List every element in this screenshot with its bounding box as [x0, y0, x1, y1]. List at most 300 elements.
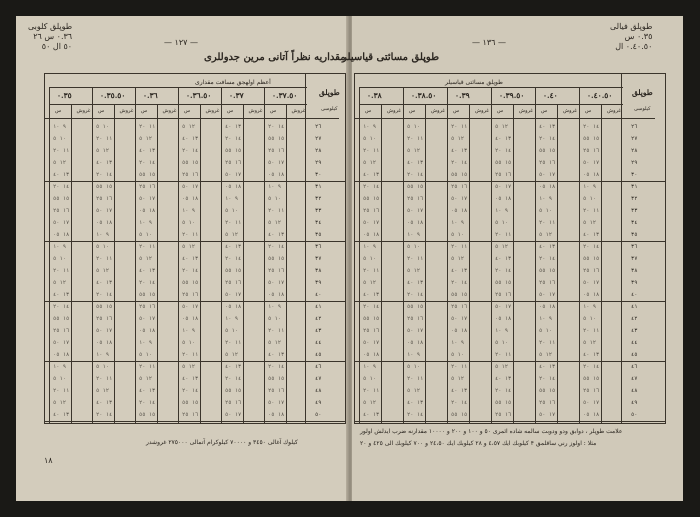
table-cell: ٩ ١٠: [96, 232, 109, 238]
table-cell: ١٧ ٥٠: [583, 400, 600, 406]
table-cell: ١٠ ٥: [96, 364, 109, 370]
left-footnote: كيلوك آغالى ٣٤٥٠ و ٧٠٠٠٠ كيلوكرام آتمالى ٢٧٥٠٠٠ غروشدر: [146, 439, 298, 446]
table-cell: ١٦ ٢٥: [407, 316, 424, 322]
table-rule: [45, 241, 355, 242]
column-subheader: س: [55, 108, 62, 114]
table-rule: [49, 87, 50, 423]
table-cell: ١٢ ٥: [583, 220, 596, 226]
row-key: ٢٩: [315, 160, 322, 166]
table-cell: ١١ ٢٠: [495, 352, 512, 358]
row-key: ٣٣: [631, 208, 638, 214]
table-rule: [355, 181, 665, 182]
table-cell: ١٨ ٠٥: [451, 208, 468, 214]
table-cell: ١٤ ٢٠: [53, 184, 70, 190]
table-rule: [243, 104, 244, 423]
table-cell: ١٥ ٥٥: [583, 256, 600, 262]
table-rule: [491, 87, 492, 423]
table-cell: ١٨ ٠٥: [407, 340, 424, 346]
table-cell: ١٥ ٥٥: [139, 412, 156, 418]
table-cell: ١٨ ٠٥: [268, 412, 285, 418]
table-cell: ١٣ ٤٠: [53, 292, 70, 298]
table-cell: ١٦ ٢٥: [539, 400, 556, 406]
table-cell: ١٨ ٠٥: [225, 304, 242, 310]
table-cell: ١٤ ٢٠: [53, 304, 70, 310]
table-rule: [355, 421, 665, 422]
row-key: ٣٠: [315, 172, 322, 178]
table-cell: ٩ ١٠: [363, 244, 376, 250]
open-book: [16, 16, 683, 501]
column-subheader: س: [270, 108, 277, 114]
column-header: ٠.٣٨: [367, 91, 382, 100]
table-cell: ١٥ ٥٥: [407, 184, 424, 190]
column-subheader: س: [227, 108, 234, 114]
table-cell: ١٥ ٥٥: [268, 136, 285, 142]
table-cell: ١٤ ٢٠: [96, 172, 113, 178]
table-cell: ١٥ ٥٥: [495, 160, 512, 166]
table-cell: ١٣ ٤٠: [451, 388, 468, 394]
table-cell: ١٧ ٥٠: [225, 172, 242, 178]
table-cell: ١١ ٢٠: [139, 364, 156, 370]
table-cell: ١٧ ٥٠: [583, 280, 600, 286]
right-data-table: [354, 73, 666, 424]
table-cell: ١٥ ٥٥: [96, 304, 113, 310]
table-rule: [579, 87, 580, 423]
table-rule: [135, 87, 136, 423]
column-subheader: غروش: [248, 108, 263, 114]
table-cell: ١٣ ٤٠: [407, 280, 424, 286]
table-cell: ١١ ٢٠: [53, 268, 70, 274]
column-subheader: غروش: [519, 108, 533, 114]
table-cell: ١١ ٢٠: [451, 124, 468, 130]
table-cell: ١٢ ٥: [495, 124, 508, 130]
column-header: ٠.٣٧.٥٠: [272, 91, 298, 100]
row-key: ٤٢: [315, 316, 322, 322]
table-cell: ١٧ ٥٠: [363, 340, 380, 346]
table-cell: ١١ ٢٠: [539, 220, 556, 226]
table-rule: [305, 74, 306, 423]
table-cell: ١٢ ٥: [96, 388, 109, 394]
table-cell: ١٢ ٥: [539, 352, 552, 358]
row-key: ٤١: [631, 304, 638, 310]
table-cell: ١٣ ٤٠: [268, 352, 285, 358]
table-cell: ١٤ ٢٠: [451, 400, 468, 406]
table-cell: ١٦ ٢٥: [96, 196, 113, 202]
table-cell: ١١ ٢٠: [53, 148, 70, 154]
column-header: ٠.٣٥: [57, 91, 72, 100]
table-cell: ١٤ ٢٠: [96, 412, 113, 418]
table-cell: ١٢ ٥: [583, 340, 596, 346]
table-cell: ١٧ ٥٠: [407, 208, 424, 214]
table-cell: ١٨ ٠٥: [583, 412, 600, 418]
table-cell: ١٠ ٥: [539, 208, 552, 214]
table-cell: ١٧ ٥٠: [268, 280, 285, 286]
table-cell: ١٤ ٢٠: [539, 136, 556, 142]
table-cell: ١٧ ٥٠: [182, 184, 199, 190]
table-cell: ١٥ ٥٥: [225, 268, 242, 274]
table-cell: ٩ ١٠: [363, 124, 376, 130]
table-cell: ١١ ٢٠: [182, 232, 199, 238]
table-cell: ١٤ ٢٠: [225, 136, 242, 142]
table-cell: ١٣ ٤٠: [451, 268, 468, 274]
column-header: ٠.٣٩.٥٠: [499, 91, 525, 100]
table-cell: ١٨ ٠٥: [53, 232, 70, 238]
left-data-table: [44, 73, 346, 424]
row-key: ٢٨: [631, 148, 638, 154]
table-cell: ١١ ٢٠: [451, 244, 468, 250]
table-cell: ١٠ ٥: [139, 232, 152, 238]
table-cell: ١١ ٢٠: [583, 328, 600, 334]
table-cell: ١٦ ٢٥: [539, 160, 556, 166]
table-cell: ١٥ ٥٥: [268, 256, 285, 262]
table-cell: ١٠ ٥: [495, 220, 508, 226]
table-cell: ١٨ ٠٥: [225, 184, 242, 190]
table-cell: ١٥ ٥٥: [451, 172, 468, 178]
table-cell: ١٣ ٤٠: [363, 412, 380, 418]
table-cell: ١١ ٢٠: [539, 340, 556, 346]
table-cell: ١٠ ٥: [53, 136, 66, 142]
table-cell: ١٠ ٥: [268, 316, 281, 322]
table-cell: ٩ ١٠: [139, 220, 152, 226]
table-cell: ١١ ٢٠: [451, 364, 468, 370]
table-cell: ١٠ ٥: [583, 316, 596, 322]
table-cell: ١٦ ٢٥: [451, 304, 468, 310]
table-cell: ١٣ ٤٠: [363, 292, 380, 298]
table-cell: ١٠ ٥: [225, 208, 238, 214]
left-page-number: — ١٢٧ —: [164, 38, 198, 47]
table-rule: [45, 181, 355, 182]
table-cell: ١٤ ٢٠: [182, 268, 199, 274]
table-cell: ١٢ ٥: [451, 256, 464, 262]
table-cell: ١٠ ٥: [583, 196, 596, 202]
table-cell: ١٢ ٥: [182, 244, 195, 250]
column-subheader: غروش: [563, 108, 577, 114]
table-cell: ١٤ ٢٠: [96, 292, 113, 298]
row-key: ٤٢: [631, 316, 638, 322]
table-cell: ١٣ ٤٠: [225, 124, 242, 130]
table-cell: ١٧ ٥٠: [495, 184, 512, 190]
column-header: ٠.٣٨.٥٠: [411, 91, 437, 100]
table-cell: ١٨ ٠٥: [583, 292, 600, 298]
table-cell: ١٦ ٢٥: [96, 316, 113, 322]
table-cell: ١١ ٢٠: [363, 268, 380, 274]
table-cell: ١٨ ٠٥: [363, 232, 380, 238]
row-key: ٣٦: [315, 244, 322, 250]
table-cell: ١١ ٢٠: [407, 136, 424, 142]
table-cell: ١٤ ٢٠: [407, 172, 424, 178]
table-rule: [178, 87, 179, 423]
table-cell: ١٨ ٠٥: [96, 340, 113, 346]
table-cell: ١٨ ٠٥: [451, 328, 468, 334]
table-cell: ١٧ ٥٠: [53, 340, 70, 346]
row-key: ٤٣: [315, 328, 322, 334]
table-cell: ١٦ ٢٥: [583, 388, 600, 394]
table-cell: ١٢ ٥: [225, 232, 238, 238]
table-rule: [381, 104, 382, 423]
table-cell: ١٤ ٢٠: [139, 280, 156, 286]
table-rule: [45, 421, 355, 422]
table-cell: ١٧ ٥٠: [53, 220, 70, 226]
table-rule: [425, 104, 426, 423]
table-cell: ١٣ ٤٠: [539, 244, 556, 250]
table-cell: ١٣ ٤٠: [182, 256, 199, 262]
table-cell: ١٠ ٥: [407, 244, 420, 250]
column-subheader: س: [453, 108, 460, 114]
row-key: ٤٤: [315, 340, 322, 346]
table-cell: ١٤ ٢٠: [495, 388, 512, 394]
table-cell: ١٤ ٢٠: [182, 148, 199, 154]
table-cell: ١٤ ٢٠: [583, 244, 600, 250]
right-note-2: مثلا : اولوز رني ساقلمق ۴ كيلوبك ايك ٤،٥٧ و ٢٨ كيلوبك ايك ٢٤،٥٠ و ٧٠٠ كيلوبك الى ٤٢٥ و ٢٠: [360, 440, 597, 447]
table-cell: ١٥ ٥٥: [539, 268, 556, 274]
table-cell: ١٧ ٥٠: [583, 160, 600, 166]
table-cell: ١٨ ٠٥: [268, 172, 285, 178]
table-cell: ١٧ ٥٠: [539, 412, 556, 418]
column-subheader: س: [409, 108, 416, 114]
row-key: ٤٠: [631, 292, 638, 298]
table-cell: ١٣ ٤٠: [495, 256, 512, 262]
table-cell: ١٢ ٥: [495, 244, 508, 250]
table-rule: [513, 104, 514, 423]
table-cell: ١٢ ٥: [53, 400, 66, 406]
table-cell: ١٨ ٠٥: [539, 304, 556, 310]
row-key: ٤٦: [631, 364, 638, 370]
column-subheader: غروش: [431, 108, 445, 114]
table-cell: ١٦ ٢٥: [139, 184, 156, 190]
table-cell: ١٨ ٠٥: [182, 196, 199, 202]
table-cell: ١٨ ٠٥: [53, 352, 70, 358]
table-cell: ١٧ ٥٠: [451, 316, 468, 322]
row-key: ٤٣: [631, 328, 638, 334]
row-key: ٤٩: [631, 400, 638, 406]
table-cell: ١٠ ٥: [407, 364, 420, 370]
table-cell: ١٠ ٥: [451, 352, 464, 358]
table-cell: ١٦ ٢٥: [363, 328, 380, 334]
table-cell: ١٧ ٥٠: [268, 160, 285, 166]
table-cell: ١٨ ٠٥: [268, 292, 285, 298]
table-cell: ١٧ ٥٠: [96, 208, 113, 214]
table-cell: ١٥ ٥٥: [182, 280, 199, 286]
table-cell: ١٧ ٥٠: [451, 196, 468, 202]
table-cell: ١٥ ٥٥: [139, 292, 156, 298]
column-subheader-key: كيلوسى: [321, 106, 338, 112]
table-rule: [447, 87, 448, 423]
table-cell: ١٤ ٢٠: [495, 268, 512, 274]
column-subheader: غروش: [162, 108, 177, 114]
table-cell: ١٤ ٢٠: [407, 292, 424, 298]
table-cell: ١٣ ٤٠: [182, 136, 199, 142]
table-cell: ١٥ ٥٥: [583, 136, 600, 142]
column-subheader: غروش: [475, 108, 489, 114]
row-key: ٢٨: [315, 148, 322, 154]
column-subheader: غروش: [387, 108, 401, 114]
table-cell: ١٦ ٢٥: [53, 328, 70, 334]
column-subheader: غروش: [205, 108, 220, 114]
table-cell: ٩ ١٠: [583, 304, 596, 310]
table-cell: ١٥ ٥٥: [363, 316, 380, 322]
table-rule: [114, 104, 115, 423]
table-rule: [621, 74, 622, 423]
table-cell: ٩ ١٠: [268, 304, 281, 310]
table-cell: ١٣ ٤٠: [451, 148, 468, 154]
row-key: ٤٥: [315, 352, 322, 358]
table-cell: ٩ ١٠: [495, 208, 508, 214]
table-cell: ١٢ ٥: [182, 364, 195, 370]
table-cell: ٩ ١٠: [539, 316, 552, 322]
table-cell: ١٤ ٢٠: [407, 412, 424, 418]
table-cell: ١٧ ٥٠: [268, 400, 285, 406]
table-cell: ١٢ ٥: [407, 148, 420, 154]
table-cell: ١٠ ٥: [363, 256, 376, 262]
table-rule: [45, 301, 355, 302]
table-cell: ١٤ ٢٠: [539, 376, 556, 382]
table-cell: ١٤ ٢٠: [363, 304, 380, 310]
table-cell: ١٠ ٥: [53, 256, 66, 262]
table-cell: ١١ ٢٠: [96, 376, 113, 382]
table-cell: ٩ ١٠: [96, 352, 109, 358]
table-cell: ١٦ ٢٥: [363, 208, 380, 214]
table-cell: ١٥ ٥٥: [96, 184, 113, 190]
table-cell: ١٧ ٥٠: [407, 328, 424, 334]
table-cell: ١١ ٢٠: [363, 388, 380, 394]
table-cell: ١٣ ٤٠: [139, 268, 156, 274]
table-cell: ١٠ ٥: [407, 124, 420, 130]
table-cell: ١٦ ٢٥: [495, 172, 512, 178]
table-cell: ١٢ ٥: [451, 136, 464, 142]
row-key: ٣١: [631, 184, 638, 190]
right-page-title: طوپلق مسائتی قیاسیلر: [342, 52, 440, 63]
row-key: ٣٩: [315, 280, 322, 286]
row-key: ٤٥: [631, 352, 638, 358]
table-cell: ١٠ ٥: [96, 124, 109, 130]
table-cell: ١٥ ٥٥: [182, 400, 199, 406]
table-cell: ١٦ ٢٥: [268, 388, 285, 394]
table-cell: ١٤ ٢٠: [225, 376, 242, 382]
table-cell: ١٥ ٥٥: [139, 172, 156, 178]
row-key: ٣٧: [315, 256, 322, 262]
table-cell: ١٦ ٢٥: [53, 208, 70, 214]
table-cell: ٩ ١٠: [363, 364, 376, 370]
table-cell: ١١ ٢٠: [96, 136, 113, 142]
table-cell: ١٣ ٤٠: [96, 160, 113, 166]
table-cell: ١١ ٢٠: [495, 232, 512, 238]
corner-line: ٠.٣٥ س: [624, 32, 653, 41]
table-cell: ١٢ ٥: [139, 256, 152, 262]
table-rule: [355, 118, 655, 119]
table-cell: ١٨ ٠٥: [139, 208, 156, 214]
table-cell: ١٣ ٤٠: [225, 364, 242, 370]
table-cell: ١٣ ٤٠: [268, 232, 285, 238]
column-subheader: غروش: [76, 108, 91, 114]
table-cell: ١٢ ٥: [53, 160, 66, 166]
table-cell: ١٢ ٥: [268, 340, 281, 346]
table-rule: [535, 87, 536, 423]
table-cell: ١١ ٢٠: [268, 208, 285, 214]
table-rule: [469, 104, 470, 423]
table-cell: ١٦ ٢٥: [268, 148, 285, 154]
row-key: ٢٧: [315, 136, 322, 142]
row-key: ٤٨: [631, 388, 638, 394]
table-cell: ٩ ١٠: [451, 220, 464, 226]
table-cell: ١٣ ٤٠: [139, 388, 156, 394]
table-cell: ١٦ ٢٥: [182, 172, 199, 178]
table-cell: ٩ ١٠: [495, 328, 508, 334]
table-cell: ١١ ٢٠: [139, 244, 156, 250]
table-cell: ٩ ١٠: [225, 196, 238, 202]
table-cell: ١٤ ٢٠: [139, 400, 156, 406]
corner-line: ٠.٣٦ س ٢٦: [33, 32, 73, 41]
table-cell: ١١ ٢٠: [407, 256, 424, 262]
table-cell: ٩ ١٠: [225, 316, 238, 322]
table-cell: ١٥ ٥٥: [495, 280, 512, 286]
table-cell: ١٣ ٤٠: [407, 160, 424, 166]
table-cell: ١٣ ٤٠: [583, 352, 600, 358]
column-subheader: غروش: [607, 108, 621, 114]
row-key: ٤٠: [315, 292, 322, 298]
table-cell: ١٠ ٥: [363, 376, 376, 382]
table-cell: ١٢ ٥: [363, 280, 376, 286]
table-cell: ١٤ ٢٠: [268, 124, 285, 130]
column-header: ٠.٣٧: [229, 91, 244, 100]
table-cell: ١٥ ٥٥: [539, 388, 556, 394]
column-subheader: س: [365, 108, 372, 114]
column-header: ٠.٣٦.٥٠: [186, 91, 212, 100]
table-rule: [264, 87, 265, 423]
table-cell: ١٥ ٥٥: [225, 148, 242, 154]
table-cell: ١٣ ٤٠: [539, 364, 556, 370]
table-cell: ١٤ ٢٠: [451, 160, 468, 166]
table-cell: ١٧ ٥٠: [363, 220, 380, 226]
table-cell: ٩ ١٠: [407, 232, 420, 238]
table-cell: ١٥ ٥٥: [451, 292, 468, 298]
row-key: ٤٨: [315, 388, 322, 394]
column-subheader: غروش: [119, 108, 134, 114]
table-cell: ١٢ ٥: [539, 232, 552, 238]
row-key: ٣٥: [315, 232, 322, 238]
table-rule: [221, 87, 222, 423]
table-cell: ١٢ ٥: [139, 376, 152, 382]
table-cell: ١١ ٢٠: [268, 328, 285, 334]
column-header-key: طوپلق: [632, 88, 653, 97]
table-cell: ١٦ ٢٥: [451, 184, 468, 190]
table-cell: ١٧ ٥٠: [539, 292, 556, 298]
table-cell: ١٠ ٥: [268, 196, 281, 202]
table-cell: ٩ ١٠: [407, 352, 420, 358]
table-cell: ١٦ ٢٥: [583, 148, 600, 154]
table-cell: ١٢ ٥: [96, 268, 109, 274]
table-cell: ١٢ ٥: [139, 136, 152, 142]
table-cell: ١٥ ٥٥: [495, 400, 512, 406]
table-rule: [601, 104, 602, 423]
table-cell: ١٨ ٠٥: [363, 352, 380, 358]
table-cell: ١٦ ٢٥: [495, 412, 512, 418]
table-cell: ١١ ٢٠: [96, 256, 113, 262]
table-cell: ١٦ ٢٥: [225, 160, 242, 166]
table-cell: ١٥ ٥٥: [225, 388, 242, 394]
table-cell: ٩ ١٠: [182, 328, 195, 334]
table-cell: ١٠ ٥: [182, 220, 195, 226]
table-rule: [200, 104, 201, 423]
row-key: ٣٣: [315, 208, 322, 214]
right-corner-note: [610, 22, 652, 52]
table-cell: ١٢ ٥: [363, 400, 376, 406]
table-cell: ١٤ ٢٠: [268, 364, 285, 370]
table-rule: [403, 87, 404, 423]
column-header-key: طوپلق: [319, 88, 340, 97]
table-rule: [157, 104, 158, 423]
table-cell: ١١ ٢٠: [182, 352, 199, 358]
table-cell: ١١ ٢٠: [225, 220, 242, 226]
table-cell: ١٢ ٥: [407, 388, 420, 394]
